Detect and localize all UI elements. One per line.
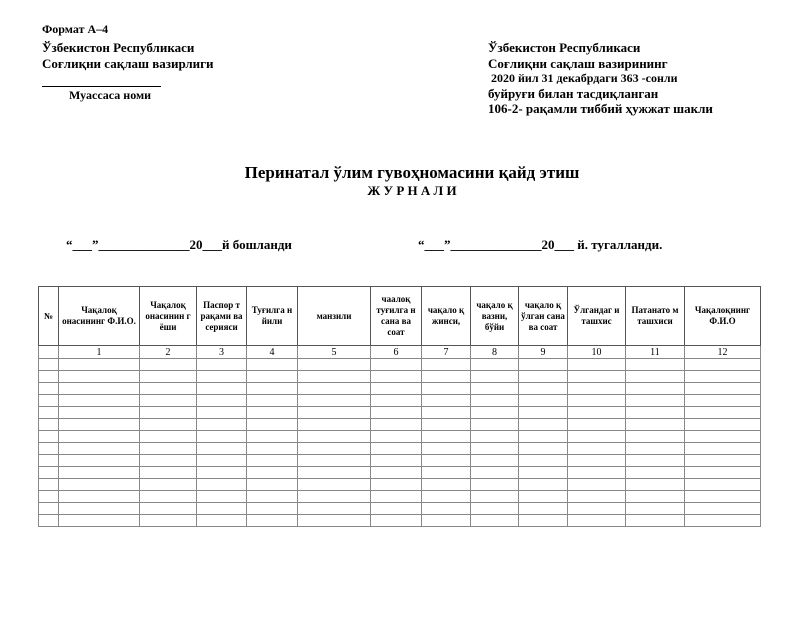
- table-cell: [197, 443, 247, 455]
- table-cell: [685, 395, 761, 407]
- table-cell: [39, 371, 59, 383]
- table-cell: [371, 419, 422, 431]
- table-cell: [568, 455, 626, 467]
- journal-start-date: “___”______________20___й бошланди: [66, 237, 292, 252]
- table-cell: [685, 503, 761, 515]
- table-row: [39, 407, 761, 419]
- table-cell: [298, 419, 371, 431]
- table-cell: [298, 371, 371, 383]
- table-row: [39, 467, 761, 479]
- table-cell: [197, 407, 247, 419]
- table-cell: [59, 419, 140, 431]
- table-row: [39, 359, 761, 371]
- table-cell: [568, 419, 626, 431]
- right-header-line4: буйруғи билан тасдиқланган: [488, 86, 659, 101]
- table-cell: [247, 419, 298, 431]
- table-row: [39, 419, 761, 431]
- table-cell: [422, 371, 471, 383]
- table-cell: [298, 431, 371, 443]
- table-cell: [39, 431, 59, 443]
- table-cell: [422, 503, 471, 515]
- table-cell: [519, 431, 568, 443]
- table-cell: [247, 407, 298, 419]
- table-cell: [247, 371, 298, 383]
- table-cell: [59, 467, 140, 479]
- table-row: [39, 479, 761, 491]
- col-header-weight-height: чақало қ вазни, бўйи: [471, 287, 519, 346]
- table-row: [39, 455, 761, 467]
- table-cell: [140, 443, 197, 455]
- table-cell: [197, 467, 247, 479]
- col-header-address: манзили: [298, 287, 371, 346]
- table-cell: [197, 371, 247, 383]
- journal-table: [38, 286, 761, 527]
- table-row: [39, 443, 761, 455]
- table-cell: [140, 515, 197, 527]
- table-cell: [140, 479, 197, 491]
- table-cell: [471, 395, 519, 407]
- table-cell: [197, 503, 247, 515]
- table-cell: [298, 443, 371, 455]
- table-cell: [422, 467, 471, 479]
- table-cell: [626, 419, 685, 431]
- table-cell: [140, 455, 197, 467]
- right-header-line3: 2020 йил 31 декабрдаги 363 -сонли: [491, 71, 678, 85]
- table-cell: [197, 515, 247, 527]
- col-header-number: №: [39, 287, 59, 346]
- column-number: 12: [685, 346, 761, 359]
- table-cell: [471, 383, 519, 395]
- table-cell: [626, 491, 685, 503]
- left-header-line2: Соғлиқни сақлаш вазирлиги: [42, 56, 214, 71]
- table-cell: [371, 443, 422, 455]
- table-cell: [197, 491, 247, 503]
- table-cell: [197, 431, 247, 443]
- table-cell: [371, 431, 422, 443]
- table-cell: [422, 407, 471, 419]
- table-row: [39, 503, 761, 515]
- table-cell: [247, 359, 298, 371]
- table-row: [39, 395, 761, 407]
- table-cell: [471, 359, 519, 371]
- table-cell: [519, 455, 568, 467]
- table-cell: [471, 431, 519, 443]
- table-cell: [519, 467, 568, 479]
- table-cell: [59, 503, 140, 515]
- table-cell: [197, 455, 247, 467]
- table-cell: [471, 419, 519, 431]
- table-cell: [685, 455, 761, 467]
- table-cell: [519, 443, 568, 455]
- table-cell: [247, 479, 298, 491]
- table-cell: [626, 371, 685, 383]
- table-cell: [626, 479, 685, 491]
- table-cell: [519, 503, 568, 515]
- table-cell: [298, 503, 371, 515]
- table-cell: [371, 407, 422, 419]
- table-cell: [59, 431, 140, 443]
- col-header-sex: чақало қ жинси,: [422, 287, 471, 346]
- right-header-line1: Ўзбекистон Республикаси: [488, 40, 641, 55]
- table-cell: [685, 371, 761, 383]
- column-number: 11: [626, 346, 685, 359]
- table-cell: [685, 479, 761, 491]
- table-cell: [298, 467, 371, 479]
- column-number: 1: [59, 346, 140, 359]
- table-cell: [140, 407, 197, 419]
- table-cell: [519, 479, 568, 491]
- table-cell: [39, 503, 59, 515]
- document-title: Перинатал ўлим гувоҳномасини қайд этиш: [244, 163, 580, 182]
- table-row: [39, 515, 761, 527]
- table-cell: [685, 467, 761, 479]
- table-cell: [422, 455, 471, 467]
- table-cell: [519, 395, 568, 407]
- table-cell: [568, 515, 626, 527]
- table-cell: [59, 491, 140, 503]
- table-cell: [685, 359, 761, 371]
- table-cell: [371, 479, 422, 491]
- table-cell: [298, 383, 371, 395]
- table-cell: [519, 371, 568, 383]
- table-cell: [197, 359, 247, 371]
- table-cell: [422, 395, 471, 407]
- table-cell: [568, 371, 626, 383]
- table-cell: [685, 515, 761, 527]
- table-cell: [298, 479, 371, 491]
- table-cell: [471, 467, 519, 479]
- column-number: 4: [247, 346, 298, 359]
- table-cell: [39, 383, 59, 395]
- table-cell: [247, 431, 298, 443]
- table-cell: [247, 503, 298, 515]
- table-cell: [197, 419, 247, 431]
- table-cell: [626, 467, 685, 479]
- table-cell: [298, 491, 371, 503]
- column-number: 5: [298, 346, 371, 359]
- table-cell: [197, 383, 247, 395]
- table-cell: [471, 371, 519, 383]
- table-cell: [197, 395, 247, 407]
- col-header-infant-name: Чақалоқнинг Ф.И.О: [685, 287, 761, 346]
- table-cell: [140, 467, 197, 479]
- table-cell: [39, 407, 59, 419]
- table-cell: [59, 359, 140, 371]
- column-number: 6: [371, 346, 422, 359]
- table-cell: [197, 479, 247, 491]
- table-cell: [422, 443, 471, 455]
- table-cell: [371, 383, 422, 395]
- journal-end-date: “___”______________20___ й. тугалланди.: [418, 237, 663, 252]
- col-header-mother-name: Чақалоқ онасининг Ф.И.О.: [59, 287, 140, 346]
- table-cell: [471, 455, 519, 467]
- table-cell: [519, 515, 568, 527]
- table-cell: [422, 419, 471, 431]
- col-header-death-datetime: чақало қ ўлган сана ва соат: [519, 287, 568, 346]
- table-cell: [371, 515, 422, 527]
- column-number: 2: [140, 346, 197, 359]
- table-cell: [568, 491, 626, 503]
- table-cell: [422, 479, 471, 491]
- table-cell: [371, 467, 422, 479]
- table-cell: [247, 467, 298, 479]
- table-cell: [422, 359, 471, 371]
- table-cell: [371, 359, 422, 371]
- table-cell: [247, 455, 298, 467]
- table-cell: [471, 503, 519, 515]
- table-cell: [39, 395, 59, 407]
- table-row: [39, 371, 761, 383]
- table-cell: [247, 443, 298, 455]
- table-cell: [59, 383, 140, 395]
- col-header-death-diagnosis: Ўлгандаг и ташхис: [568, 287, 626, 346]
- table-cell: [626, 443, 685, 455]
- column-number: 7: [422, 346, 471, 359]
- table-cell: [59, 443, 140, 455]
- institution-name-label: Муассаса номи: [69, 88, 152, 102]
- table-cell: [519, 407, 568, 419]
- table-cell: [59, 479, 140, 491]
- right-header-line5: 106-2- рақамли тиббий ҳужжат шакли: [488, 101, 713, 116]
- table-cell: [140, 419, 197, 431]
- table-cell: [685, 443, 761, 455]
- table-cell: [371, 503, 422, 515]
- table-cell: [298, 359, 371, 371]
- table-row: [39, 431, 761, 443]
- table-cell: [140, 491, 197, 503]
- table-cell: [685, 431, 761, 443]
- table-cell: [140, 395, 197, 407]
- table-row: [39, 383, 761, 395]
- table-cell: [39, 515, 59, 527]
- table-cell: [39, 455, 59, 467]
- table-cell: [298, 407, 371, 419]
- table-cell: [422, 383, 471, 395]
- table-cell: [471, 515, 519, 527]
- table-cell: [471, 479, 519, 491]
- table-cell: [626, 431, 685, 443]
- table-cell: [59, 407, 140, 419]
- table-cell: [626, 515, 685, 527]
- table-cell: [140, 503, 197, 515]
- table-cell: [39, 491, 59, 503]
- table-cell: [568, 431, 626, 443]
- table-cell: [39, 359, 59, 371]
- column-number: 8: [471, 346, 519, 359]
- table-cell: [371, 491, 422, 503]
- table-cell: [471, 407, 519, 419]
- table-cell: [39, 479, 59, 491]
- table-cell: [626, 395, 685, 407]
- table-cell: [59, 395, 140, 407]
- table-cell: [568, 479, 626, 491]
- table-cell: [247, 383, 298, 395]
- table-cell: [568, 395, 626, 407]
- table-cell: [685, 383, 761, 395]
- table-cell: [422, 431, 471, 443]
- table-cell: [247, 395, 298, 407]
- table-cell: [519, 419, 568, 431]
- column-number: 3: [197, 346, 247, 359]
- table-cell: [39, 419, 59, 431]
- table-cell: [371, 455, 422, 467]
- left-header-line1: Ўзбекистон Республикаси: [42, 40, 195, 55]
- table-cell: [626, 359, 685, 371]
- right-header-line2: Соғлиқни сақлаш вазирининг: [488, 56, 668, 71]
- table-cell: [519, 383, 568, 395]
- col-header-passport: Паспор т рақами ва серияси: [197, 287, 247, 346]
- table-cell: [59, 455, 140, 467]
- table-cell: [519, 491, 568, 503]
- col-header-birth-datetime: чаалоқ туғилга н сана ва соат: [371, 287, 422, 346]
- table-cell: [685, 491, 761, 503]
- table-cell: [685, 407, 761, 419]
- table-cell: [247, 515, 298, 527]
- table-cell: [626, 503, 685, 515]
- table-row: [39, 491, 761, 503]
- table-cell: [568, 407, 626, 419]
- table-header-row: [39, 287, 761, 346]
- table-cell: [568, 467, 626, 479]
- table-cell: [371, 395, 422, 407]
- table-cell: [422, 515, 471, 527]
- table-cell: [568, 443, 626, 455]
- table-cell: [626, 407, 685, 419]
- table-cell: [140, 371, 197, 383]
- document-subtitle: Ж У Р Н А Л И: [367, 183, 457, 198]
- column-number: [39, 346, 59, 359]
- column-number: 10: [568, 346, 626, 359]
- table-cell: [39, 443, 59, 455]
- column-number: 9: [519, 346, 568, 359]
- format-label: Формат А–4: [42, 22, 109, 36]
- table-cell: [568, 383, 626, 395]
- column-number-row: [39, 346, 761, 359]
- table-cell: [140, 431, 197, 443]
- table-cell: [298, 515, 371, 527]
- table-cell: [59, 371, 140, 383]
- col-header-mother-age: Чақалоқ онасинин г ёши: [140, 287, 197, 346]
- table-cell: [298, 455, 371, 467]
- table-cell: [568, 503, 626, 515]
- table-cell: [626, 383, 685, 395]
- table-cell: [626, 455, 685, 467]
- col-header-birth-year: Туғилга н йили: [247, 287, 298, 346]
- table-cell: [298, 395, 371, 407]
- table-cell: [422, 491, 471, 503]
- table-cell: [140, 383, 197, 395]
- table-cell: [471, 443, 519, 455]
- institution-name-line: [42, 86, 161, 87]
- col-header-pathology-diagnosis: Патанато м ташхиси: [626, 287, 685, 346]
- table-cell: [140, 359, 197, 371]
- table-cell: [519, 359, 568, 371]
- table-cell: [371, 371, 422, 383]
- table-cell: [568, 359, 626, 371]
- table-cell: [685, 419, 761, 431]
- table-cell: [471, 491, 519, 503]
- table-cell: [247, 491, 298, 503]
- table-cell: [39, 467, 59, 479]
- table-cell: [59, 515, 140, 527]
